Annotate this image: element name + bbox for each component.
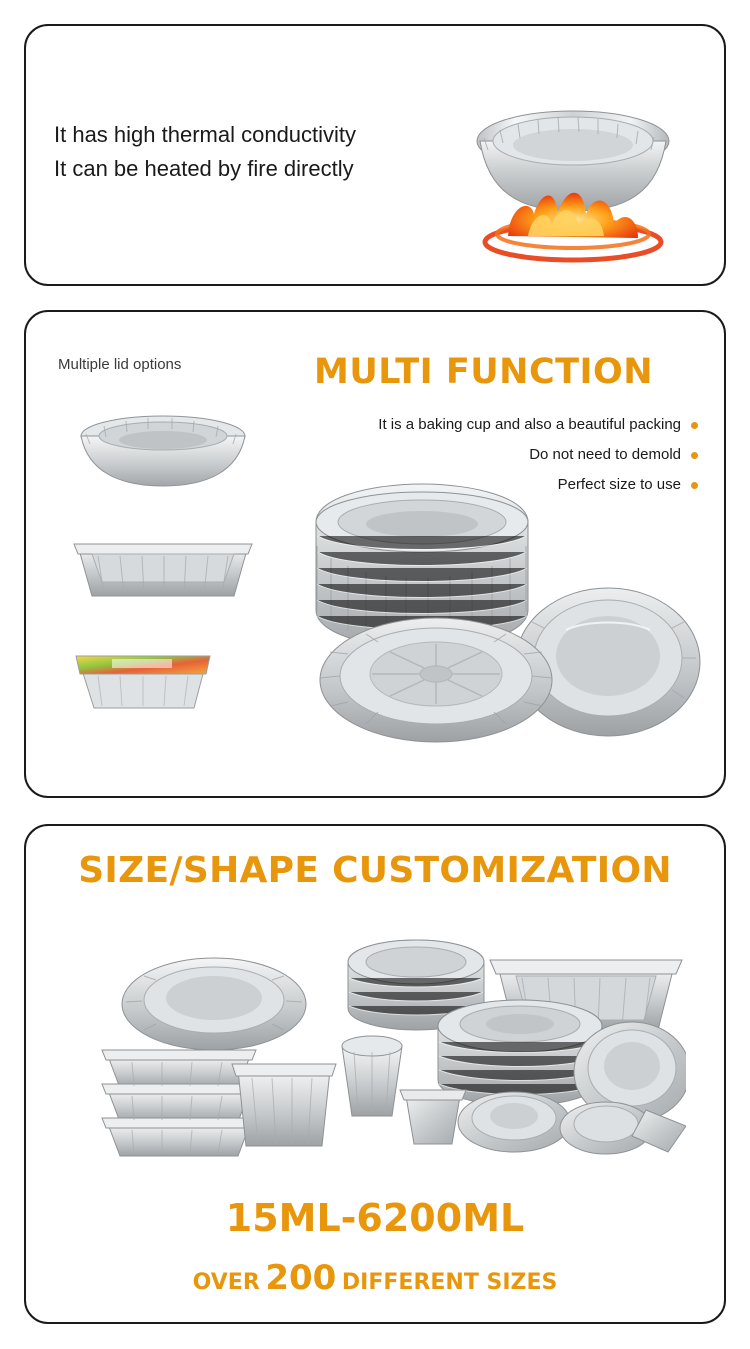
thermal-line-1: It has high thermal conductivity xyxy=(54,122,357,147)
size-shape-title: SIZE/SHAPE CUSTOMIZATION xyxy=(78,850,672,891)
panel-multi-function xyxy=(24,310,726,798)
different-sizes-word: DIFFERENT SIZES xyxy=(341,1270,558,1295)
multi-function-title: MULTI FUNCTION xyxy=(314,352,654,392)
bullet-text: Do not need to demold xyxy=(529,446,681,463)
thermal-text-block xyxy=(54,118,356,186)
printed-paper-lid-container-svg xyxy=(68,644,218,716)
over-sizes-line xyxy=(26,1258,724,1298)
lid-thumbnail-printed xyxy=(68,644,218,716)
thermal-line-2: It can be heated by fire directly xyxy=(54,156,354,181)
lid-thumbnail-rectangular xyxy=(68,524,258,608)
bullet-text: Perfect size to use xyxy=(557,476,681,493)
multiple-lid-options-label: Multiple lid options xyxy=(58,356,182,373)
assorted-foil-containers-svg xyxy=(86,904,686,1164)
panel-size-shape-customization xyxy=(24,824,726,1324)
bullet-item xyxy=(298,416,698,433)
bullet-dot-icon xyxy=(691,422,698,429)
foil-pan-flame-svg xyxy=(448,46,698,266)
over-word: OVER xyxy=(192,1270,260,1295)
panel-thermal-conductivity xyxy=(24,24,726,286)
lid-thumbnail-round xyxy=(68,410,258,494)
foil-pan-on-fire-image xyxy=(448,46,698,266)
round-foil-lid-svg xyxy=(68,410,258,494)
assorted-containers-image xyxy=(86,904,686,1164)
bullet-text: It is a baking cup and also a beautiful packing xyxy=(378,416,681,433)
bullet-dot-icon xyxy=(691,452,698,459)
capacity-range-text: 15ML-6200ML xyxy=(225,1196,525,1240)
bullet-item xyxy=(298,446,698,463)
rectangular-foil-container-svg xyxy=(68,524,258,608)
foil-container-stack-image xyxy=(286,462,706,762)
sizes-count: 200 xyxy=(265,1258,337,1298)
foil-stack-svg xyxy=(286,462,706,762)
